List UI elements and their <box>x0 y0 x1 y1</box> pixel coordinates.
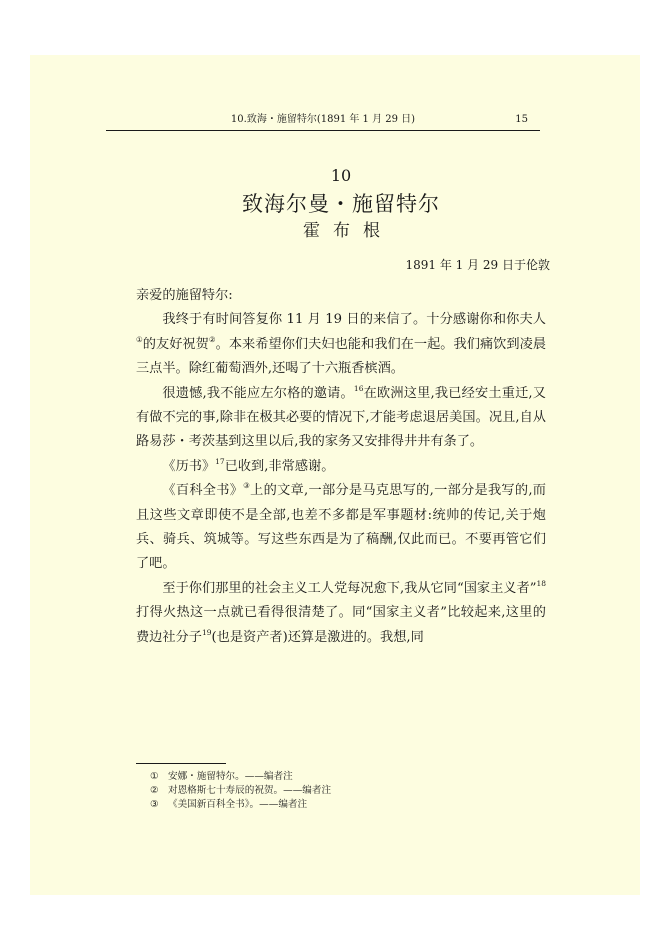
note-reference: ① <box>136 334 143 344</box>
dateline: 1891 年 1 月 29 日于伦敦 <box>405 258 550 272</box>
paragraph <box>136 308 546 381</box>
note-reference: 19 <box>201 627 212 637</box>
note-reference: 16 <box>353 383 364 393</box>
paragraph <box>136 479 546 577</box>
paragraph-text: (也是资产者)还算是激进的。我想,同 <box>211 629 424 645</box>
footnote-mark: ② <box>150 785 159 796</box>
paragraph-text: 《历书》 <box>162 458 216 474</box>
paragraph <box>136 455 546 479</box>
page-number: 15 <box>515 114 528 125</box>
paragraph-text: 至于你们那里的社会主义工人党每况愈下,我从它同“国家主义者” <box>162 580 537 596</box>
letter-body <box>136 284 546 650</box>
paragraph-text: 在欧洲这里,我已经安土重迁,又有做不完的事,除非在极其必要的情况下,才能考虑退居美国。况且,自从路易莎・考茨基到这里以后,我的家务又安排得井井有条了。 <box>136 385 546 450</box>
footnote-rule <box>136 763 226 764</box>
running-header <box>106 110 540 130</box>
paragraph <box>136 577 546 650</box>
header-rule <box>106 130 540 131</box>
note-reference: ③ <box>243 481 251 491</box>
footnote <box>150 798 331 812</box>
paragraph-text: 。本来希望你们夫妇也能和我们在一起。我们痛饮到凌晨三点半。除红葡萄酒外,还喝了十六瓶香槟酒。 <box>136 336 547 377</box>
note-reference: ② <box>208 334 216 344</box>
paragraph-text: 打得火热这一点就已看得很清楚了。同“国家主义者”比较起来,这里的费边社分子 <box>136 605 546 645</box>
letter-number: 10 <box>330 166 352 185</box>
paragraph-text: 的友好祝贺 <box>142 336 209 352</box>
salutation: 亲爱的施留特尔: <box>136 288 233 303</box>
footnote <box>150 784 331 798</box>
footnote-mark: ① <box>150 771 159 782</box>
footnote <box>150 770 331 784</box>
footnote-text: 对恩格斯七十寿辰的祝贺。——编者注 <box>168 785 332 796</box>
letter-author: 霍布根 <box>303 221 393 241</box>
note-reference: 18 <box>536 578 546 588</box>
paragraph-text: 《百科全书》 <box>162 483 244 499</box>
footnote-text: 安娜・施留特尔。——编者注 <box>168 771 293 782</box>
footnote-mark: ③ <box>150 799 159 810</box>
paragraph-text: 已收到,非常感谢。 <box>224 458 335 474</box>
footnote-text: 《美国新百科全书》。——编者注 <box>168 799 308 810</box>
running-title: 10.致海・施留特尔(1891 年 1 月 29 日) <box>230 114 416 125</box>
letter-title: 致海尔曼・施留特尔 <box>242 192 440 216</box>
paragraph-text: 很遗憾,我不能应左尔格的邀请。 <box>162 385 354 401</box>
paragraph <box>136 382 546 455</box>
paragraph-text: 我终于有时间答复你 11 月 19 日的来信了。十分感谢你和你夫人 <box>162 312 546 328</box>
footnotes <box>150 770 331 812</box>
note-reference: 17 <box>215 456 225 466</box>
paragraph-text: 上的文章,一部分是马克思写的,一部分是我写的,而且这些文章即使不是全部,也差不多都是军事题材:统帅的传记,关于炮兵、骑兵、筑城等。写这些东西是为了稿酬,仅此而已。不要再管它们了吧。 <box>136 483 546 572</box>
